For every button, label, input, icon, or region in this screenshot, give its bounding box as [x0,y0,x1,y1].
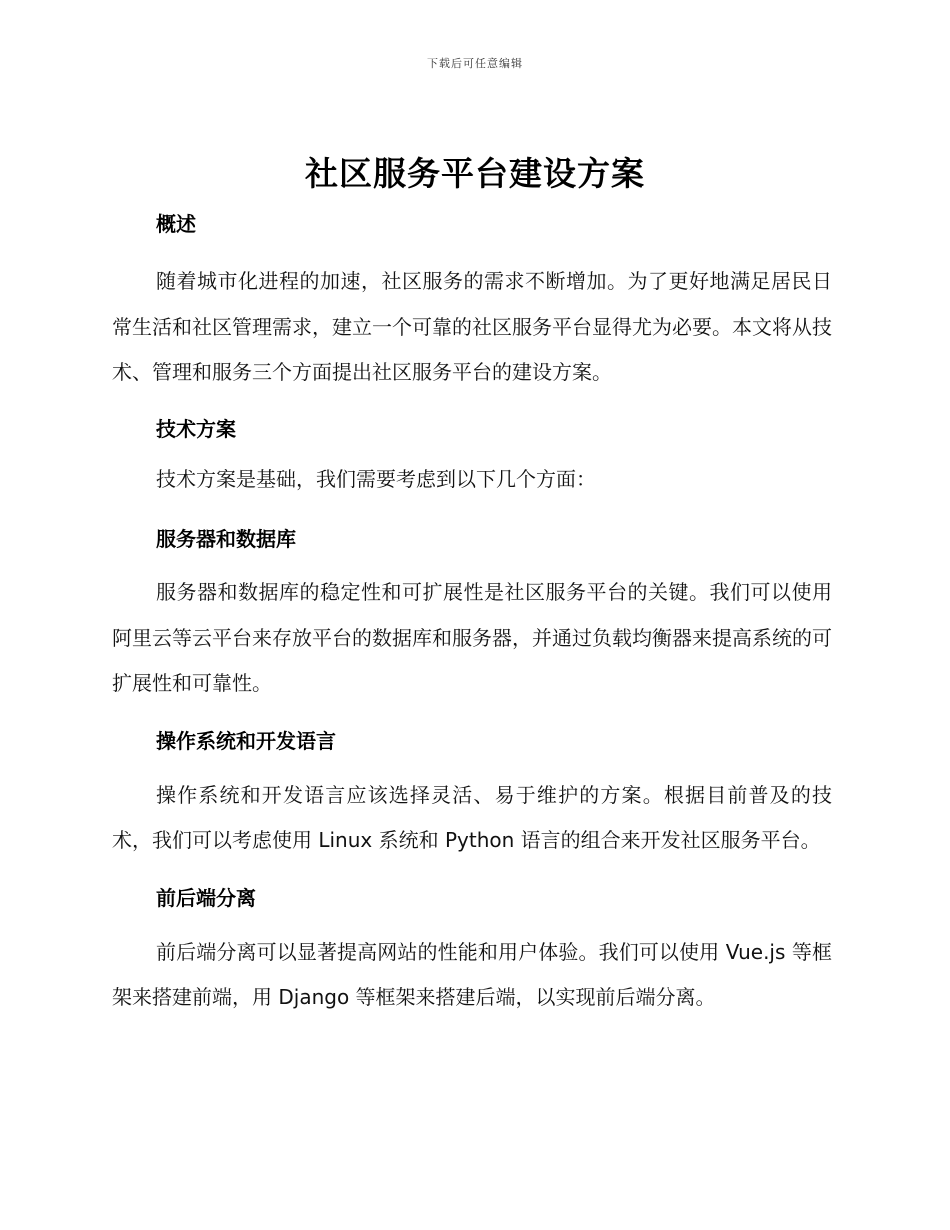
section-paragraph-os-language: 操作系统和开发语言应该选择灵活、易于维护的方案。根据目前普及的技术，我们可以考虑使用 Linux 系统和 Python 语言的组合来开发社区服务平台。 [112,782,832,852]
section-paragraph-server-database: 服务器和数据库的稳定性和可扩展性是社区服务平台的关键。我们可以使用阿里云等云平台来存放平台的数据库和服务器，并通过负载均衡器来提高系统的可扩展性和可靠性。 [112,580,832,695]
section-heading-frontend-backend: 前后端分离 [156,885,256,910]
document-title: 社区服务平台建设方案 [305,154,645,193]
section-paragraph-technical-plan: 技术方案是基础，我们需要考虑到以下几个方面： [156,466,596,491]
section-heading-server-database: 服务器和数据库 [156,527,296,551]
section-heading-os-language: 操作系统和开发语言 [156,728,336,753]
section-heading-technical-plan: 技术方案 [156,416,236,441]
header-note: 下载后可任意编辑 [427,57,523,70]
section-paragraph-overview: 随着城市化进程的加速，社区服务的需求不断增加。为了更好地满足居民日常生活和社区管理需求，建立一个可靠的社区服务平台显得尤为必要。本文将从技术、管理和服务三个方面提出社区服务平台的建设方案。 [112,269,832,384]
document-body [112,200,832,1021]
section-paragraph-frontend-backend: 前后端分离可以显著提高网站的性能和用户体验。我们可以使用 Vue.js 等框架来搭建前端，用 Django 等框架来搭建后端，以实现前后端分离。 [112,939,832,1009]
section-heading-overview: 概述 [156,212,196,236]
